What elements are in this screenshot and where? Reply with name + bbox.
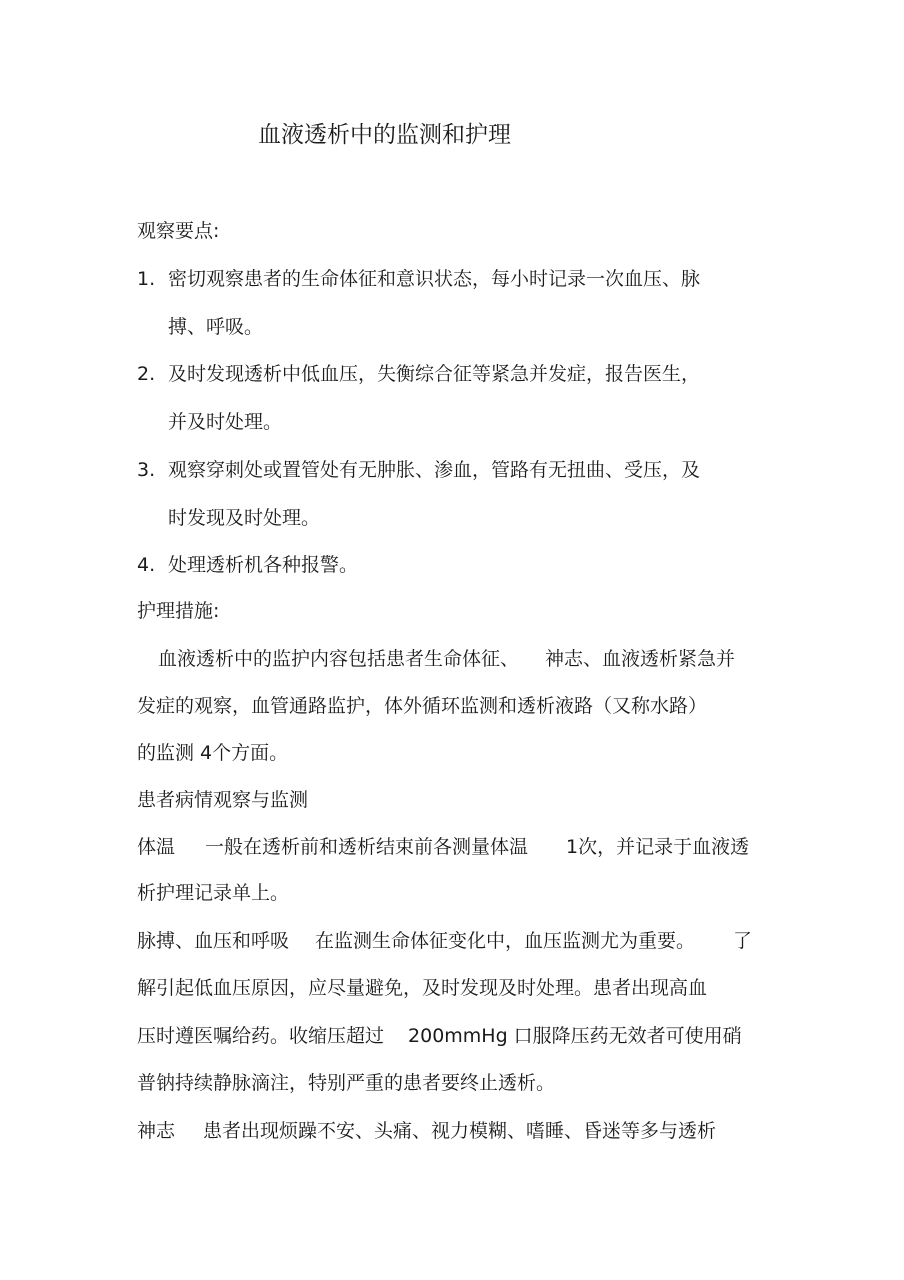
paragraph-line: [158, 650, 735, 669]
list-text: 及时发现透析中低血压，失衡综合征等紧急并发症，报告医生，: [168, 363, 701, 385]
list-item-continuation: 并及时处理。: [168, 411, 283, 433]
term-label: 体温: [137, 836, 176, 858]
text-span: 患者出现烦躁不安、头痛、视力模糊、嗜睡、昏迷等多与透析: [203, 1120, 717, 1142]
text-span: 血液透析中的监护内容包括患者生命体征、: [158, 648, 520, 670]
term-label: 神志: [137, 1120, 176, 1142]
page-title: 血液透析中的监测和护理: [258, 122, 511, 148]
observation-heading: 观察要点:: [137, 220, 220, 242]
paragraph-line: [137, 1027, 742, 1046]
list-text: 密切观察患者的生命体征和意识状态，每小时记录一次血压、脉: [168, 268, 701, 290]
text-span: 一般在透析前和透析结束前各测量体温: [205, 836, 529, 858]
list-number: 2.: [137, 363, 156, 385]
paragraph-line: [137, 932, 752, 951]
list-item: [137, 270, 700, 289]
list-item: [137, 365, 700, 384]
paragraph-line: 的监测 4个方面。: [137, 742, 289, 764]
paragraph-line: 普钠持续静脉滴注，特别严重的患者要终止透析。: [137, 1072, 556, 1094]
paragraph-line: [137, 1122, 716, 1141]
text-span: 在监测生命体征变化中，血压监测尤为重要。: [315, 930, 696, 952]
section-heading: 患者病情观察与监测: [137, 789, 309, 811]
paragraph-line: 解引起低血压原因，应尽量避免，及时发现及时处理。患者出现高血: [137, 977, 708, 999]
text-span: 神志、血液透析紧急并: [545, 648, 736, 670]
paragraph-line: 析护理记录单上。: [137, 882, 290, 904]
list-item: [137, 461, 700, 480]
paragraph-line: [137, 838, 749, 857]
list-number: 1.: [137, 268, 156, 290]
list-number: 4.: [137, 554, 156, 576]
paragraph-line: 发症的观察，血管通路监护，体外循环监测和透析液路（又称水路）: [137, 695, 708, 717]
list-text: 观察穿刺处或置管处有无肿胀、渗血，管路有无扭曲、受压，及: [168, 459, 701, 481]
list-item-continuation: 时发现及时处理。: [168, 507, 321, 529]
care-heading: 护理措施:: [137, 600, 220, 622]
term-label: 脉搏、血压和呼吸: [137, 930, 290, 952]
list-item-continuation: 搏、呼吸。: [168, 316, 264, 338]
list-number: 3.: [137, 459, 156, 481]
text-span: 了: [733, 930, 753, 952]
text-span: 1次，并记录于血液透: [566, 836, 750, 858]
list-item: [137, 556, 358, 575]
text-span: 压时遵医嘱给药。收缩压超过: [137, 1025, 385, 1047]
list-text: 处理透析机各种报警。: [168, 554, 359, 576]
text-span: 200mmHg 口服降压药无效者可使用硝: [408, 1025, 742, 1047]
